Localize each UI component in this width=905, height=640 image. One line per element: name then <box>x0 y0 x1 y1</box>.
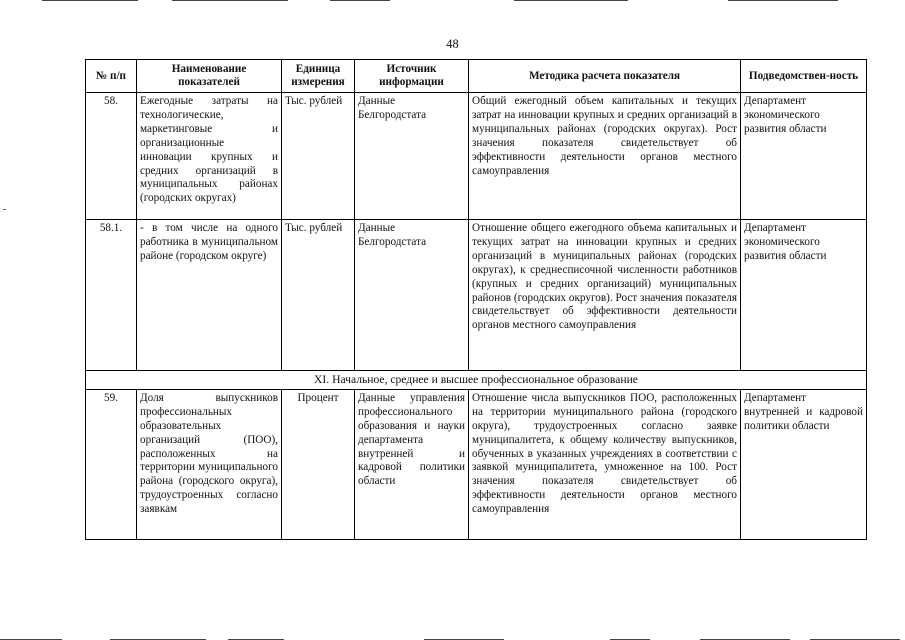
method-cell: Отношение общего ежегодного объема капитальных и текущих затрат на инновации крупных и средних организаций в муниципальных районах (городских округах), к среднесписочной численности работников (крупных и средних организаций) муниципальных районов (городских округов). Рост значения показателя свидетельствует об эффективности деятельности органов местного самоуправления <box>469 220 741 371</box>
indicator-name: Доля выпускников профессиональных образовательных организаций (ПОО), расположенных на территории муниципального района (городского округа), трудоустроенных согласно заявкам <box>137 389 282 539</box>
top-rule <box>172 0 288 1</box>
row-number: 58. <box>86 93 137 220</box>
top-rule <box>42 0 138 1</box>
unit-cell: Тыс. рублей <box>282 93 355 220</box>
section-row <box>86 371 867 390</box>
source-cell: Данные Белгородстата <box>355 220 469 371</box>
table-header-row <box>86 60 867 93</box>
table-row <box>86 220 867 371</box>
unit-cell: Процент <box>282 389 355 539</box>
department-cell: Департамент экономического развития области <box>741 93 867 220</box>
page-number: 48 <box>446 37 459 51</box>
header-method: Методика расчета показателя <box>469 60 741 93</box>
method-cell: Отношение числа выпускников ПОО, расположенных на территории муниципального района (городского округа), трудоустроенных согласно заявке муниципалитета, к общему количеству выпускников, обученных в указанных учреждениях в соответствии с заявкой муниципалитета, умноженное на 100. Рост значения показателя свидетельствует об эффективности деятельности органов местного самоуправления <box>469 389 741 539</box>
unit-cell: Тыс. рублей <box>282 220 355 371</box>
top-rule <box>728 0 838 1</box>
table-row <box>86 93 867 220</box>
indicator-name: Ежегодные затраты на технологические, маркетинговые и организационные инновации крупных и средних организаций в муниципальных районах (городских округах) <box>137 93 282 220</box>
header-unit: Единица измерения <box>282 60 355 93</box>
top-rule <box>330 0 390 1</box>
source-cell: Данные Белгородстата <box>355 93 469 220</box>
indicators-table <box>85 59 867 540</box>
method-cell: Общий ежегодный объем капитальных и текущих затрат на инновации крупных и средних организаций в муниципальных районах (городских округах). Рост значения показателя свидетельствует об эффективности деятельности органов местного самоуправления <box>469 93 741 220</box>
header-number: № п/п <box>86 60 137 93</box>
header-source: Источник информации <box>355 60 469 93</box>
header-department: Подведомствен-ность <box>741 60 867 93</box>
department-cell: Департамент экономического развития области <box>741 220 867 371</box>
row-number: 59. <box>86 389 137 539</box>
row-number: 58.1. <box>86 220 137 371</box>
department-cell: Департамент внутренней и кадровой политики области <box>741 389 867 539</box>
section-title: XI. Начальное, среднее и высшее профессиональное образование <box>86 371 867 390</box>
source-cell: Данные управления профессионального образования и науки департамента внутренней и кадровой политики области <box>355 389 469 539</box>
margin-mark <box>3 209 6 210</box>
indicator-name: - в том числе на одного работника в муниципальном районе (городском округе) <box>137 220 282 371</box>
top-rule <box>514 0 628 1</box>
header-name: Наименование показателей <box>137 60 282 93</box>
table-row <box>86 389 867 539</box>
